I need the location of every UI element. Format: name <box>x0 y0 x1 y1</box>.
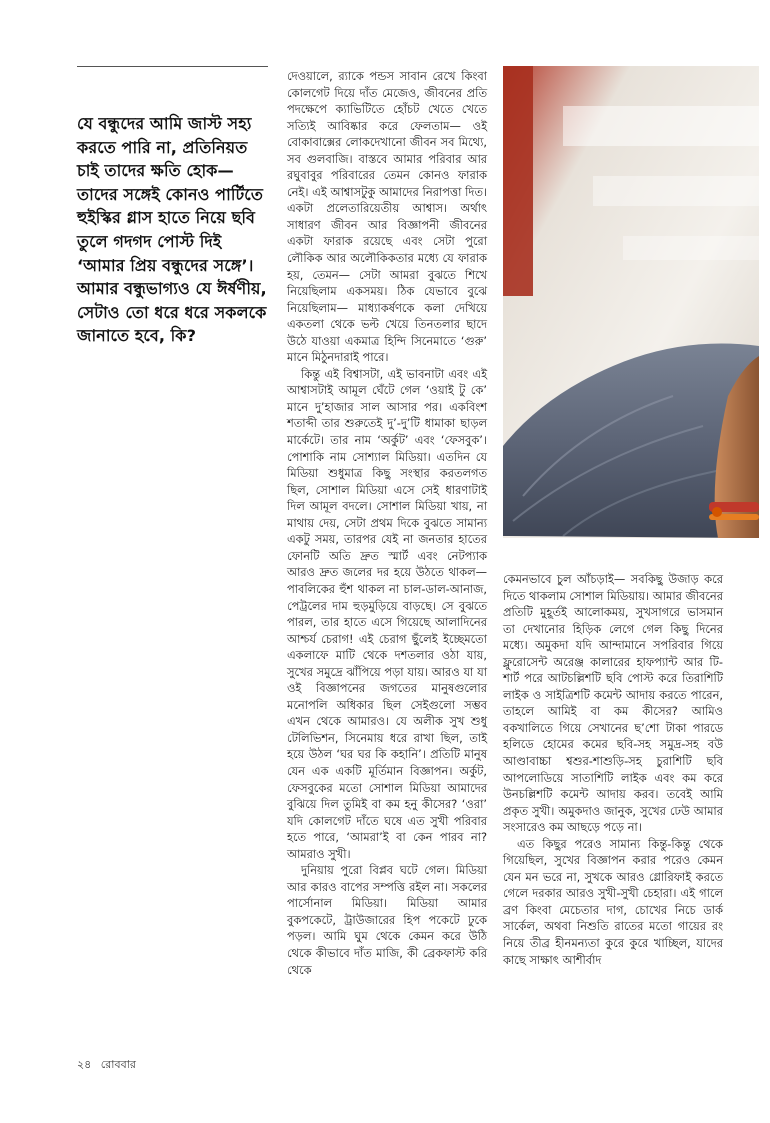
article-column-middle <box>287 68 487 978</box>
paragraph: কেমনভাবে চুল আঁচড়াই— সবকিছু উজাড় করে দিতে থাকলাম সোশাল মিডিয়ায়। আমার জীবনের প্রতিটি মুহূর্তই আলোকময়, সুখসাগরে ভাসমান তা দেখানোর হিড়িক লেগে গেল কিছু দিনের মধ্যে। অমুকদা যদি আন্দামানে সপরিবার গিয়ে ফ্লুরোসেন্ট অরেঞ্জ কালারের হাফপ্যান্ট আর টি-শার্ট পরে আটচল্লিশটি ছবি পোস্ট করে তিরাশিটি লাইক ও সাইত্রিশটি কমেন্ট আদায় করতে পারেন, তাহলে আমিই বা কম কীসের? আমিও বকখালিতে গিয়ে সেখানের ছ’শো টাকা পারডে হলিডে হোমের কমের ছবি-সহ সমুদ্র-সহ বউ আণ্ডাবাচ্চা শ্বশুর-শাশুড়ি-সহ চুরাশিটি ছবি আপলোডিয়ে সাতাশিটি লাইক এবং কম করে উনচল্লিশটি কমেন্ট আদায় করব। তবেই আমি প্রকৃত সুখী। অমুকদাও জানুক, সুখের ঢেউ আমার সংসারেও কম আছড়ে পড়ে না। <box>503 572 723 835</box>
pull-quote-text: যে বন্ধুদের আমি জাস্ট সহ্য করতে পারি না, প্রতিনিয়ত চাই তাদের ক্ষতি হোক— তাদের সঙ্গেই কোনও পার্টিতে হুইস্কির গ্লাস হাতে নিয়ে ছবি তুলে গদগদ পোস্ট দিই ‘আমার প্রিয় বন্ধুদের সঙ্গে’। আমার বন্ধুভাগ্যও যে ঈর্ষণীয়, সেটাও তো ধরে ধরে সকলকে জানাতে হবে, কি? <box>77 114 267 346</box>
paragraph: দুনিয়ায় পুরো বিপ্লব ঘটে গেল। মিডিয়া আর কারও বাপের সম্পত্তি রইল না। সকলের পার্সোনাল মিডিয়া। মিডিয়া আমার বুকপকেটে, ট্রাউজারের হিপ পকেটে ঢুকে পড়ল। আমি ঘুম থেকে কেমন করে উঠি থেকে কীভাবে দাঁত মাজি, কী ব্রেকফাস্ট করি থেকে <box>287 863 487 977</box>
page-footer <box>77 1056 142 1075</box>
page-number: ২৪ <box>77 1058 92 1071</box>
publication-name: রোববার <box>100 1058 136 1071</box>
pull-quote <box>77 112 273 348</box>
paragraph: এত কিছুর পরেও সামান্য কিন্তু-কিন্তু থেকে গিয়েছিল, সুখের বিজ্ঞাপন করার পরেও কেমন যেন মন ভরে না, সুখকে আরও গ্লোরিফাই করতে গেলে দরকার আরও সুখী-সুখী চেহারা। এই গালে ব্রণ কিংবা মেচেতার দাগ, চোখের নিচে ডার্ক সার্কেল, অথবা নিশুতি রাতের মতো গায়ের রং নিয়ে তীব্র হীনমন্যতা কুরে কুরে খাচ্ছিল, যাদের কাছে সাক্ষাৎ আশীর্বাদ <box>503 836 723 967</box>
photo-illustration <box>503 66 759 538</box>
top-rule <box>77 66 268 67</box>
article-photo <box>503 66 759 538</box>
paragraph: দেওয়ালে, র‌্যাকে পন্ডস সাবান রেখে কিংবা কোলগেট দিয়ে দাঁত মেজেও, জীবনের প্রতি পদক্ষেপে ক্যাভিটিতে হোঁচট খেতে খেতে সত্যিই আবিষ্কার করে ফেলতাম— ওই বোকাবাক্সের লোকদেখানো জীবন সব মিথ্যে, সব গুলবাজি। বাস্তবে আমার পরিবার আর রঘুবাবুর পরিবারের তেমন কোনও ফারাক নেই। এই আশ্বাসটুকু আমাদের নিরাপত্তা দিত। একটা প্রলেতারিয়েতীয় আশ্বাস। অর্থাৎ সাধারণ জীবন আর বিজ্ঞাপনী জীবনের একটা ফারাক রয়েছে এবং সেটা পুরো লৌকিক আর অলৌকিকতার মধ্যে যে ফারাক হয়, তেমন— সেটা আমরা বুঝতে শিখে নিয়েছিলাম একসময়। ঠিক যেভাবে বুঝে নিয়েছিলাম— মাধ্যাকর্ষণকে কলা দেখিয়ে একতলা থেকে ভল্ট খেয়ে তিনতলার ছাদে উঠে যাওয়া একমাত্র হিন্দি সিনেমাতে ‘গুরু’ মানে মিঠুনদারাই পারে। <box>287 69 487 365</box>
paragraph: কিন্তু এই বিশ্বাসটা, এই ভাবনাটা এবং এই আশ্বাসটাই আমূল ঘেঁটে গেল ‘ওয়াই টু কে’ মানে দু’হাজার সাল আসার পর। একবিংশ শতাব্দী তার শুরুতেই দু’-দু’টি ধামাকা ছাড়ল মার্কেটে। তার নাম ‘অর্কুট’ এবং ‘ফেসবুক’। পোশাকি নাম সোশ্যাল মিডিয়া। এতদিন যে মিডিয়া শুধুমাত্র কিছু সংস্থার করতলগত ছিল, সোশাল মিডিয়া এসে সেই ধারণাটাই দিল আমূল বদলে। সোশাল মিডিয়া খায়, না মাথায় দেয়, সেটা প্রথম দিকে বুঝতে সামান্য একটু সময়, তারপর যেই না জনতার হাতের ফোনটি অতি দ্রুত স্মার্ট এবং নেটপ্যাক আরও দ্রুত জলের দর হয়ে উঠতে থাকল— পাবলিকের হুঁশ থাকল না চাল-ডাল-আনাজ, পেট্রলের দাম হুড়মুড়িয়ে বাড়ছে। সে বুঝতে পারল, তার হাতে এসে গিয়েছে আলাদিনের আশ্চর্য চেরাগ! এই চেরাগ ছুঁলেই ইচ্ছেমতো একলাফে মাটি থেকে দশতলার ওঠা যায়, সুখের সমুদ্রে ঝাঁপিয়ে পড়া যায়। আরও যা যা ওই বিজ্ঞাপনের জগতের মানুষগুলোর মনোপলি অধিকার ছিল সেইগুলো সম্ভব এখন থেকে আমারও। যে অলীক সুখ শুধু টেলিভিশন, সিনেমায় ধরে রাখা ছিল, তাই হয়ে উঠল ‘ঘর ঘর কি কহানি’। প্রতিটি মানুষ যেন এক একটি মূর্তিমান বিজ্ঞাপন। অর্কুট, ফেসবুকের মতো সোশাল মিডিয়া আমাদের বুঝিয়ে দিল তুমিই বা কম হনু কীসের? ‘ওরা’ যদি কোলগেট দাঁতে ঘষে এত সুখী পরিবার হতে পারে, ‘আমরা’ই বা কেন পারব না? আমরাও সুখী। <box>287 366 487 861</box>
article-column-right <box>503 571 723 968</box>
